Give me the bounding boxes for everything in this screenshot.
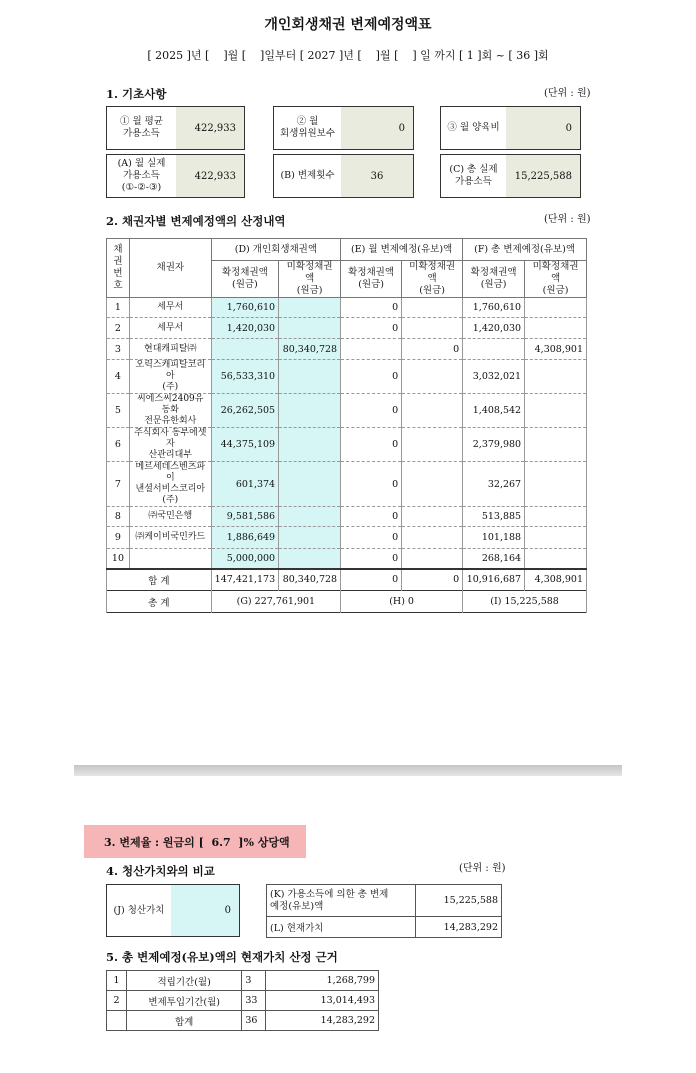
cell-e2 xyxy=(402,298,463,318)
cell-name: 현대캐피탈㈜ xyxy=(129,339,211,360)
cell-f1: 1,408,542 xyxy=(463,394,525,428)
cell-f1: 3,032,021 xyxy=(463,360,525,394)
cell-no: 8 xyxy=(107,507,130,527)
sum-f1: 10,916,687 xyxy=(463,569,525,591)
cell-d1: 9,581,586 xyxy=(211,507,278,527)
table-row xyxy=(107,339,587,360)
cell-e1: 0 xyxy=(341,462,402,507)
cell-no: 1 xyxy=(107,971,127,991)
section-5-heading: 5. 총 변제예정(유보)액의 현재가치 산정 근거 xyxy=(106,950,338,964)
table-row xyxy=(107,507,587,527)
cell-no: 9 xyxy=(107,527,130,549)
cell-d1: 1,886,649 xyxy=(211,527,278,549)
cell-f2 xyxy=(525,318,587,339)
cell-name: 세무서 xyxy=(129,318,211,339)
table-row xyxy=(107,971,379,991)
cell-label: 변제투입기간(월) xyxy=(126,991,241,1011)
unit-label-4: (단위 : 원) xyxy=(459,863,506,874)
header-d-fixed: 확정채권액 (원금) xyxy=(211,261,278,298)
cell-f1: 101,188 xyxy=(463,527,525,549)
cell-d1: 5,000,000 xyxy=(211,549,278,569)
cell-no: 2 xyxy=(107,318,130,339)
cell-f1: 32,267 xyxy=(463,462,525,507)
repayment-rate-banner: 3. 변제율 : 원금의 [ 6.7 ]% 상당액 xyxy=(84,825,306,858)
cell-f2 xyxy=(525,507,587,527)
box-trustee-fee xyxy=(273,106,414,150)
cell-e2 xyxy=(402,462,463,507)
cell-f2 xyxy=(525,527,587,549)
cell-d2: 80,340,728 xyxy=(279,339,341,360)
box-label: ② 월 회생위원보수 xyxy=(279,116,336,139)
cell-f2: 4,308,901 xyxy=(525,339,587,360)
cell-d1: 1,420,030 xyxy=(211,318,278,339)
header-e: (E) 월 변제예정(유보)액 xyxy=(341,239,463,261)
cell-e1 xyxy=(341,339,402,360)
cell-f2 xyxy=(525,428,587,462)
header-f-unfixed: 미확정채권액 (원금) xyxy=(525,261,587,298)
box-label: (A) 월 실제 가용소득 (①-②-③) xyxy=(117,158,166,193)
cell-e1: 0 xyxy=(341,507,402,527)
cell-no: 3 xyxy=(107,339,130,360)
k-value: 15,225,588 xyxy=(416,885,502,917)
box-actual-income xyxy=(106,154,245,198)
cell-e1: 0 xyxy=(341,428,402,462)
cell-label: 적립기간(월) xyxy=(126,971,241,991)
cell-d2 xyxy=(279,428,341,462)
cell-e1: 0 xyxy=(341,549,402,569)
cell-d1: 601,374 xyxy=(211,462,278,507)
table-row xyxy=(107,549,587,569)
header-d: (D) 개인회생채권액 xyxy=(211,239,340,261)
header-creditor: 채권자 xyxy=(129,239,211,298)
header-e-unfixed: 미확정채권액 (원금) xyxy=(402,261,463,298)
sum-d2: 80,340,728 xyxy=(279,569,341,591)
cell-e2 xyxy=(402,549,463,569)
header-no: 채권 번호 xyxy=(107,239,130,298)
table-row xyxy=(107,428,587,462)
sum-e2: 0 xyxy=(402,569,463,591)
cell-v: 14,283,292 xyxy=(266,1011,379,1031)
cell-n: 33 xyxy=(242,991,266,1011)
cell-f1: 1,420,030 xyxy=(463,318,525,339)
box-monthly-avg-income xyxy=(106,106,245,150)
cell-d1: 56,533,310 xyxy=(211,360,278,394)
cell-no: 7 xyxy=(107,462,130,507)
cell-f2 xyxy=(525,298,587,318)
cell-f2 xyxy=(525,394,587,428)
cell-d1: 44,375,109 xyxy=(211,428,278,462)
box-child-support xyxy=(440,106,581,150)
cell-f1: 513,885 xyxy=(463,507,525,527)
cell-d2 xyxy=(279,507,341,527)
cell-f2 xyxy=(525,462,587,507)
cell-e2 xyxy=(402,428,463,462)
cell-e2 xyxy=(402,507,463,527)
total-H: (H) 0 xyxy=(341,591,463,613)
unit-label-2: (단위 : 원) xyxy=(544,214,591,225)
period-line: [ 2025 ]년 [ ]월 [ ]일부터 [ 2027 ]년 [ ]월 [ ] 일 까지 [ 1 ]회 ~ [ 36 ]회 xyxy=(147,49,549,62)
header-f: (F) 총 변제예정(유보)액 xyxy=(463,239,587,261)
cell-d2 xyxy=(279,360,341,394)
table-row xyxy=(107,527,587,549)
table-row xyxy=(107,318,587,339)
box-label: (B) 변제횟수 xyxy=(280,170,335,181)
total-row xyxy=(107,591,587,613)
sum-row xyxy=(107,569,587,591)
cell-f1: 2,379,980 xyxy=(463,428,525,462)
box-total-income xyxy=(440,154,581,198)
section-2-heading: 2. 채권자별 변제예정액의 산정내역 xyxy=(106,214,286,228)
cell-no: 10 xyxy=(107,549,130,569)
cell-d1: 1,760,610 xyxy=(211,298,278,318)
cell-e1: 0 xyxy=(341,360,402,394)
cell-e2 xyxy=(402,527,463,549)
cell-f2 xyxy=(525,360,587,394)
cell-no xyxy=(107,1011,127,1031)
cell-n: 3 xyxy=(242,971,266,991)
cell-name: 메르세데스벤츠파이 낸셜서비스코리아 (주) xyxy=(129,462,211,507)
box-value: 0 xyxy=(171,885,239,936)
table-row xyxy=(107,462,587,507)
box-value: 422,933 xyxy=(176,107,244,149)
cell-d2 xyxy=(279,298,341,318)
cell-d1 xyxy=(211,339,278,360)
cell-e2: 0 xyxy=(402,339,463,360)
box-value: 36 xyxy=(341,155,413,197)
section-4-heading: 4. 청산가치와의 비교 xyxy=(106,864,215,878)
total-label: 총 계 xyxy=(107,591,212,613)
cell-e1: 0 xyxy=(341,394,402,428)
page-title: 개인회생채권 변제예정액표 xyxy=(264,17,432,33)
cell-e1: 0 xyxy=(341,298,402,318)
cell-name: 씨에스씨2409유동화 전문유한회사 xyxy=(129,394,211,428)
cell-f1: 268,164 xyxy=(463,549,525,569)
cell-d1: 26,262,505 xyxy=(211,394,278,428)
box-label: ③ 월 양육비 xyxy=(447,122,500,133)
header-e-fixed: 확정채권액 (원금) xyxy=(341,261,402,298)
cell-f1: 1,760,610 xyxy=(463,298,525,318)
box-label: ① 월 평균 가용소득 xyxy=(119,116,164,139)
table-row xyxy=(107,360,587,394)
sum-d1: 147,421,173 xyxy=(211,569,278,591)
cell-name: 세무서 xyxy=(129,298,211,318)
section-1-heading: 1. 기초사항 xyxy=(106,87,167,101)
cell-label: 합계 xyxy=(126,1011,241,1031)
cell-f1 xyxy=(463,339,525,360)
box-label: (C) 총 실제 가용소득 xyxy=(449,164,498,187)
cell-no: 4 xyxy=(107,360,130,394)
cell-d2 xyxy=(279,394,341,428)
cell-no: 6 xyxy=(107,428,130,462)
cell-no: 1 xyxy=(107,298,130,318)
sum-f2: 4,308,901 xyxy=(525,569,587,591)
comparison-table xyxy=(266,884,502,938)
cell-name: 오릭스캐피탈코리아 (주) xyxy=(129,360,211,394)
sum-e1: 0 xyxy=(341,569,402,591)
box-payment-count xyxy=(273,154,414,198)
box-liquidation-value xyxy=(106,884,240,937)
k-label: (K) 가용소득에 의한 총 변제 예정(유보)액 xyxy=(267,885,416,917)
page-divider xyxy=(74,765,622,776)
box-value: 422,933 xyxy=(176,155,244,197)
l-value: 14,283,292 xyxy=(416,917,502,938)
sum-label: 합 계 xyxy=(107,569,212,591)
cell-v: 1,268,799 xyxy=(266,971,379,991)
unit-label-1: (단위 : 원) xyxy=(544,88,591,99)
cell-name: ㈜케이비국민카드 xyxy=(129,527,211,549)
table-row xyxy=(107,1011,379,1031)
header-d-unfixed: 미확정채권액 (원금) xyxy=(279,261,341,298)
cell-name: 주식회사 동부에셋자 산관리대부 xyxy=(129,428,211,462)
cell-d2 xyxy=(279,462,341,507)
cell-name xyxy=(129,549,211,569)
cell-n: 36 xyxy=(242,1011,266,1031)
total-G: (G) 227,761,901 xyxy=(211,591,340,613)
cell-d2 xyxy=(279,318,341,339)
cell-d2 xyxy=(279,527,341,549)
present-value-table xyxy=(106,970,379,1031)
table-row xyxy=(107,991,379,1011)
cell-no: 2 xyxy=(107,991,127,1011)
cell-no: 5 xyxy=(107,394,130,428)
table-row xyxy=(107,394,587,428)
box-label: (J) 청산가치 xyxy=(113,904,165,916)
cell-e1: 0 xyxy=(341,527,402,549)
cell-e1: 0 xyxy=(341,318,402,339)
cell-f2 xyxy=(525,549,587,569)
header-f-fixed: 확정채권액 (원금) xyxy=(463,261,525,298)
creditor-table xyxy=(106,238,587,613)
cell-e2 xyxy=(402,394,463,428)
box-value: 0 xyxy=(341,107,413,149)
cell-d2 xyxy=(279,549,341,569)
total-I: (I) 15,225,588 xyxy=(463,591,587,613)
cell-v: 13,014,493 xyxy=(266,991,379,1011)
box-value: 15,225,588 xyxy=(506,155,580,197)
cell-e2 xyxy=(402,360,463,394)
l-label: (L) 현재가치 xyxy=(267,917,416,938)
cell-name: ㈜국민은행 xyxy=(129,507,211,527)
cell-e2 xyxy=(402,318,463,339)
table-row xyxy=(107,298,587,318)
box-value: 0 xyxy=(506,107,580,149)
